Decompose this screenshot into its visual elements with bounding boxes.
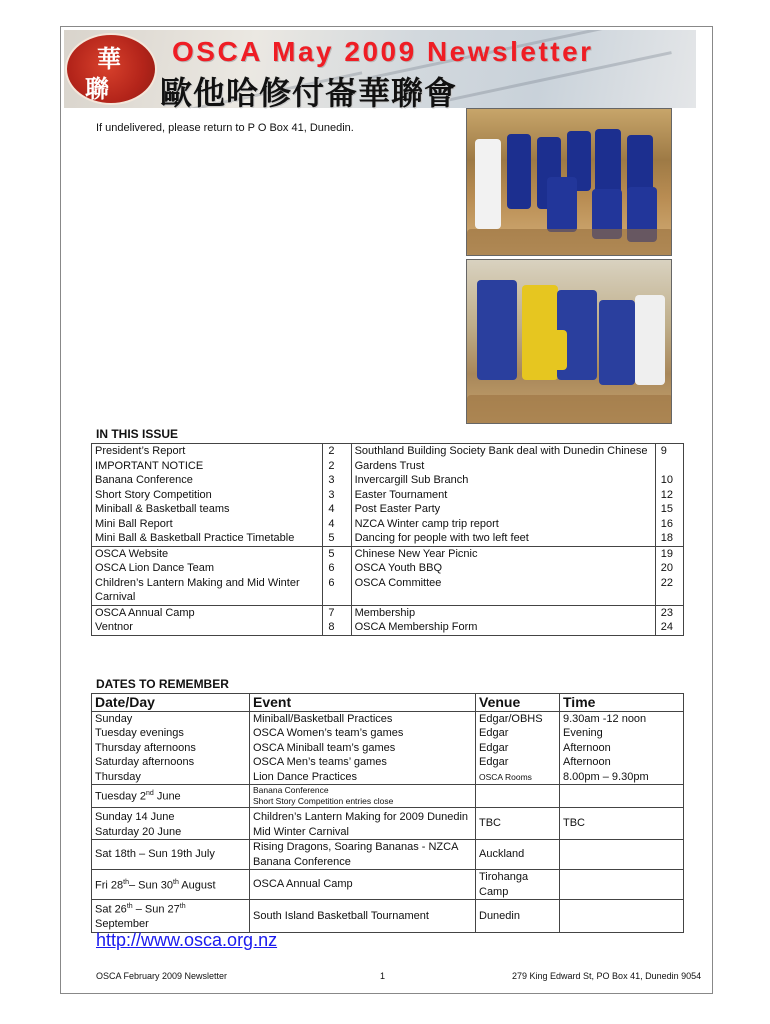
list-item: OSCA Website [95, 547, 169, 560]
list-item: Easter Tournament [354, 488, 448, 501]
logo-char-top: 華 [97, 44, 121, 73]
team-photo-huddle [466, 259, 672, 424]
page-number: 12 [660, 488, 673, 501]
venue-cell: Edgar [479, 756, 509, 768]
team-photo-posed [466, 108, 672, 256]
page-number: 3 [328, 474, 335, 486]
event-cell: OSCA Miniball team’s games [253, 741, 396, 754]
footer-left: OSCA February 2009 Newsletter [96, 971, 228, 981]
list-item: Children’s Lantern Making and Mid Winter Carnival [95, 576, 300, 603]
event-cell: Lion Dance Practices [253, 770, 357, 783]
time-cell: 9.30am -12 noon [563, 712, 647, 725]
column-header: Time [560, 694, 684, 712]
page-number: 6 [328, 562, 335, 574]
date-cell: Sunday [95, 712, 133, 725]
page-number: 24 [660, 621, 673, 633]
list-item: Ventnor [95, 621, 133, 633]
date-cell: Thursday [95, 770, 141, 783]
table-row [92, 546, 684, 605]
list-item: OSCA Annual Camp [95, 606, 195, 619]
table-row [92, 808, 684, 840]
contents-table [91, 443, 684, 636]
time-cell: Evening [563, 727, 603, 739]
date-cell: Sat 26th – Sun 27th September [92, 900, 250, 933]
event-cell: Banana Conference [253, 785, 329, 795]
event-cell: Children’s Lantern Making for 2009 Dunedin Mid Winter Carnival [250, 808, 476, 840]
page-number: 4 [328, 517, 335, 530]
list-item: OSCA Lion Dance Team [95, 562, 215, 574]
association-chinese-name: 歐他哈修付崙華聯會 [160, 74, 458, 112]
table-row [92, 444, 684, 547]
list-item: NZCA Winter camp trip report [354, 517, 499, 530]
event-cell: OSCA Annual Camp [250, 870, 476, 900]
date-cell: Saturday afternoons [95, 756, 195, 768]
page-number: 16 [660, 517, 673, 530]
time-cell: Afternoon [563, 756, 611, 768]
table-row [92, 900, 684, 933]
column-header: Event [250, 694, 476, 712]
list-item: Chinese New Year Picnic [354, 547, 478, 560]
list-item: Southland Building Society Bank deal with Dunedin Chinese Gardens Trust [354, 445, 648, 472]
page-number: 2 [328, 445, 335, 457]
venue-cell: Tirohanga Camp [476, 870, 560, 900]
contents-heading: IN THIS ISSUE [96, 427, 179, 441]
column-header: Venue [476, 694, 560, 712]
date-cell: Tuesday 2nd June [92, 785, 250, 808]
footer-address: 279 King Edward St, PO Box 41, Dunedin 9054 [512, 971, 702, 981]
list-item: Invercargill Sub Branch [354, 474, 469, 486]
page-number: 9 [660, 445, 667, 457]
page-number: 7 [328, 606, 335, 619]
venue-cell: Edgar/OBHS [479, 712, 543, 725]
table-row [92, 840, 684, 870]
return-address-note: If undelivered, please return to P O Box 41, Dunedin. [96, 122, 354, 134]
list-item: Banana Conference [95, 474, 193, 486]
time-cell: TBC [560, 808, 684, 840]
list-item: IMPORTANT NOTICE [95, 459, 204, 472]
table-row [92, 785, 684, 808]
list-item: Miniball & Basketball teams [95, 503, 230, 515]
page-number: 19 [660, 547, 673, 560]
list-item: Post Easter Party [354, 503, 441, 515]
page-number: 10 [660, 474, 673, 486]
date-cell: Sat 18th – Sun 19th July [92, 840, 250, 870]
column-header: Date/Day [92, 694, 250, 712]
event-cell: OSCA Women’s team’s games [253, 727, 404, 739]
venue-cell: Edgar [479, 727, 509, 739]
page-number: 18 [660, 532, 673, 544]
table-row [92, 711, 684, 785]
page-number: 5 [328, 532, 335, 544]
list-item: OSCA Membership Form [354, 621, 478, 633]
date-cell: Thursday afternoons [95, 741, 196, 754]
date-cell: Tuesday evenings [95, 727, 184, 739]
page-number: 3 [328, 488, 335, 501]
list-item: OSCA Youth BBQ [354, 562, 443, 574]
venue-cell: TBC [476, 808, 560, 840]
website-link[interactable]: http://www.osca.org.nz [96, 930, 278, 950]
page-number: 23 [660, 606, 673, 619]
venue-cell: Auckland [476, 840, 560, 870]
list-item: Mini Ball Report [95, 517, 173, 530]
time-cell: Afternoon [563, 741, 611, 754]
date-cell: Saturday 20 June [95, 825, 182, 838]
date-cell: Fri 28th– Sun 30th August [92, 870, 250, 900]
dates-heading: DATES TO REMEMBER [96, 677, 229, 691]
event-cell: Short Story Competition entries close [253, 796, 394, 806]
newsletter-title: OSCA May 2009 Newsletter [172, 36, 594, 67]
list-item: Dancing for people with two left feet [354, 532, 529, 544]
page-number: 20 [660, 562, 673, 574]
list-item: Mini Ball & Basketball Practice Timetable [95, 532, 295, 544]
event-cell: Rising Dragons, Soaring Bananas - NZCA Banana Conference [250, 840, 476, 870]
page-number: 8 [328, 621, 335, 633]
venue-cell: Dunedin [476, 900, 560, 933]
event-cell: South Island Basketball Tournament [250, 900, 476, 933]
osca-logo [65, 33, 157, 105]
list-item: OSCA Committee [354, 576, 442, 589]
venue-cell: Edgar [479, 741, 509, 754]
logo-char-bottom: 聯 [85, 74, 109, 103]
list-item: Short Story Competition [95, 488, 212, 501]
page-number: 15 [660, 503, 673, 515]
event-cell: OSCA Men’s teams’ games [253, 756, 387, 768]
time-cell: 8.00pm – 9.30pm [563, 770, 649, 783]
page-number: 5 [328, 547, 335, 560]
page-number: 4 [328, 503, 335, 515]
page-number: 22 [660, 576, 673, 589]
dates-table [91, 693, 684, 933]
table-header-row [92, 694, 684, 712]
table-row [92, 870, 684, 900]
event-cell: Miniball/Basketball Practices [253, 712, 393, 725]
venue-cell: OSCA Rooms [479, 771, 532, 782]
date-cell: Sunday 14 June [95, 811, 175, 823]
table-row [92, 605, 684, 635]
page-number: 2 [328, 459, 335, 472]
list-item: President’s Report [95, 445, 186, 457]
list-item: Membership [354, 606, 416, 619]
page-number: 6 [328, 576, 335, 589]
footer-page-number: 1 [380, 971, 386, 981]
